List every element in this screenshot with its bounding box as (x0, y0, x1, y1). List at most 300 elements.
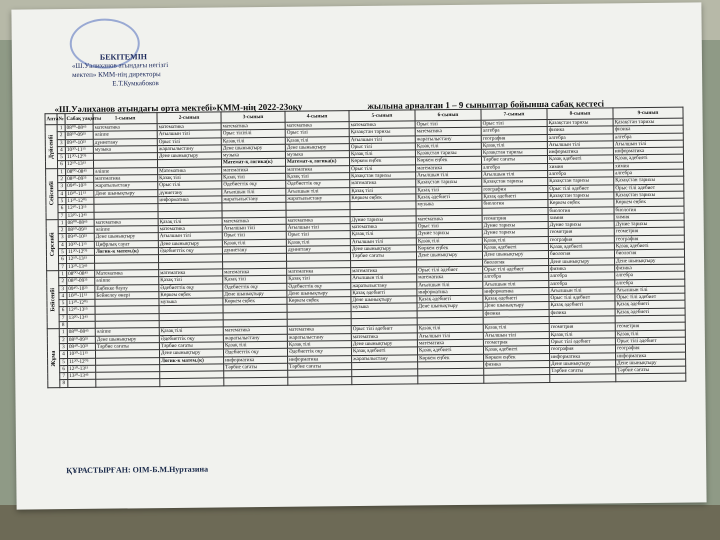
subject-cell: Қазақ тілі (158, 218, 222, 226)
subject-cell: математика (159, 269, 223, 277)
lesson-number: 3 (59, 285, 67, 292)
lesson-time: 08⁵⁰-09³⁵ (65, 132, 93, 140)
approval-block (72, 52, 169, 89)
subject-cell: математика (158, 225, 222, 233)
subject-cell: Қазақстан тарихы (350, 172, 416, 180)
subject-cell: жаратылыстану (351, 281, 417, 289)
subject-cell: Дене шынықтыру (157, 152, 221, 160)
header-grade-9: 9-сынып (613, 107, 683, 119)
lesson-time: 11²⁰-12⁰⁵ (65, 153, 93, 161)
lesson-number: 5 (58, 198, 66, 205)
lesson-time: 09⁴⁰-10²⁵ (66, 183, 94, 191)
subject-cell: Математ-қ логика(к) (221, 159, 285, 167)
subject-cell: Қазақ әдебиеті (417, 346, 483, 354)
subject-cell: Орыс тілітілі (221, 130, 285, 138)
subject-cell: дүниетану (93, 138, 157, 146)
lesson-number: 3 (58, 183, 66, 190)
subject-cell: Қазақ тілі (159, 276, 223, 284)
subject-cell: информатика (288, 355, 352, 363)
lesson-time: 13²⁰-13⁴⁵ (67, 263, 95, 271)
lesson-time: 10³⁰-11¹⁵ (65, 146, 93, 154)
subject-cell: Қазақ тілі (221, 137, 285, 145)
lesson-number: 3 (59, 343, 67, 350)
subject-cell: Қазақ әдебиеті (482, 244, 548, 252)
lesson-time: 10³⁰-11¹⁵ (67, 350, 95, 358)
subject-cell: Ағылшын тілі (222, 188, 286, 196)
subject-cell: жаратылыстану (286, 195, 350, 203)
header-grade-7: 7-сынып (481, 109, 547, 121)
subject-cell: Дүние тарихы (350, 216, 416, 224)
subject-cell: жаратылыстану (222, 195, 286, 203)
subject-cell: география (482, 185, 548, 193)
subject-cell: Қазақ тілі (417, 325, 483, 333)
lesson-time: 12¹⁰-13¹⁵ (65, 161, 93, 169)
subject-cell: Қазақ әдебиеті (351, 289, 417, 297)
subject-cell: алгебра (614, 169, 684, 177)
subject-cell: Дене шынықтыру (416, 252, 482, 260)
header-grade-4: 4-сынып (285, 111, 349, 123)
lesson-number: 4 (59, 292, 67, 299)
subject-cell: Әдебиеттік оқу (287, 348, 351, 356)
subject-cell: Қазақ тілі (223, 341, 287, 349)
lesson-number: 2 (57, 132, 65, 139)
subject-cell: Дене шынықтыру (94, 233, 158, 241)
lesson-time: 11²⁰-12⁰⁵ (67, 299, 95, 307)
lesson-number: 5 (60, 358, 68, 365)
subject-cell: Қазақ тілі (158, 174, 222, 182)
day-label: Жұма (47, 329, 60, 387)
subject-cell: Қазақ тілі (481, 141, 547, 149)
subject-cell: Қазақ тілі (222, 173, 286, 181)
lesson-number: 6 (58, 256, 66, 263)
subject-cell: математика (349, 121, 415, 129)
header-grade-8: 8-сынып (547, 108, 613, 120)
lesson-time: 11²⁰-12⁰⁵ (68, 358, 96, 366)
lesson-number: 4 (58, 190, 66, 197)
subject-cell: Ағылшын тілі (615, 286, 685, 294)
subject-cell: математика (223, 327, 287, 335)
lesson-number: 2 (59, 278, 67, 285)
subject-cell: алгебра (549, 272, 615, 280)
subject-cell: Дене шынықтыру (285, 143, 349, 151)
subject-cell: Қазақ тілі (349, 150, 415, 158)
approval-line: мектеп» КММ-нің директоры (72, 70, 161, 79)
day-label: Дүйсенбі (45, 125, 57, 169)
subject-cell: Ағылшын тілі (351, 274, 417, 282)
subject-cell: әліппе (95, 277, 159, 285)
subject-cell: Көркем еңбек (416, 244, 482, 252)
subject-cell: алгебра (547, 133, 613, 141)
subject-cell: физика (547, 126, 613, 134)
subject-cell: Көркем еңбек (548, 199, 614, 207)
subject-cell: математика (350, 179, 416, 187)
lesson-time: 10³⁰-11¹⁵ (67, 292, 95, 300)
subject-cell: Көркем еңбек (484, 353, 550, 361)
subject-cell: математика (93, 124, 157, 132)
subject-cell: Қазақ тілі (416, 186, 482, 194)
subject-cell: Қазақ тілі (159, 327, 223, 335)
subject-cell (484, 375, 550, 383)
schedule-title-right: жылына арналған 1 – 9 сыныптар бойынша сабақ кестесі (367, 98, 605, 111)
subject-cell: математика (286, 216, 350, 224)
subject-cell: Қазақ әдебиеті (417, 295, 483, 303)
subject-cell: информатика (483, 287, 549, 295)
subject-cell: музыка (93, 145, 157, 153)
subject-cell: Ағылшын тілі (482, 171, 548, 179)
subject-cell: Еңбекке баулу (95, 284, 159, 292)
subject-cell: математика (417, 273, 483, 281)
subject-cell: Қазақ әдебиеті (547, 155, 613, 163)
subject-cell: информатика (417, 288, 483, 296)
subject-cell: математика (415, 128, 481, 136)
subject-cell: Қазақ тілі (285, 136, 349, 144)
subject-cell: физика (615, 264, 685, 272)
subject-cell: физика (613, 125, 683, 133)
lesson-time: 08⁵⁰-09³⁵ (66, 226, 94, 234)
compiled-by: ҚҰРАСТЫРҒАН: ОІМ-Б.М.Нуртазина (66, 464, 209, 476)
subject-cell: биология (614, 206, 684, 214)
lesson-time: 09⁴⁰-10²⁵ (66, 234, 94, 242)
lesson-time (68, 380, 96, 388)
subject-cell: әліппе (94, 226, 158, 234)
subject-cell: Көркем еңбек (159, 291, 223, 299)
lesson-time: 08⁰⁰-08⁴⁵ (67, 329, 95, 337)
lesson-time: 08⁰⁰-08⁴⁵ (66, 219, 94, 227)
lesson-time: 08⁵⁰-09³⁵ (66, 175, 94, 183)
header-grade-1: 1-сынып (93, 113, 157, 125)
lesson-time: 08⁰⁰-08⁴⁵ (65, 124, 93, 132)
lesson-time: 10³⁰-11¹⁵ (66, 241, 94, 249)
subject-cell: алгебра (615, 271, 685, 279)
subject-cell: Тәрбие сағаты (95, 343, 159, 351)
subject-cell: алгебра (481, 127, 547, 135)
subject-cell: Дене шынықтыру (221, 144, 285, 152)
subject-cell: алгебра (613, 133, 683, 141)
subject-cell: география (614, 235, 684, 243)
subject-cell: Әдебиеттік оқу (287, 282, 351, 290)
subject-cell: математика (221, 122, 285, 130)
lesson-time: 11²⁰-12⁰⁵ (66, 197, 94, 205)
subject-cell: геометрия (482, 214, 548, 222)
subject-cell: алгебра (482, 163, 548, 171)
subject-cell: Әдебиеттік оқу (223, 348, 287, 356)
subject-cell: Дүние тарихы (482, 222, 548, 230)
lesson-time: 12¹⁰-13¹⁵ (67, 307, 95, 315)
subject-cell: Қазақ тілі (482, 236, 548, 244)
subject-cell: география (615, 344, 685, 352)
subject-cell: Көркем еңбек (614, 198, 684, 206)
lesson-time: 09⁴⁰-10²⁵ (67, 343, 95, 351)
lesson-time: 13²⁰-13⁴⁵ (66, 212, 94, 220)
subject-cell: геометрия (615, 322, 685, 330)
subject-cell: Қазақ әдебиеті (482, 192, 548, 200)
subject-cell: Орыс тілі (481, 120, 547, 128)
subject-cell: химия (548, 163, 614, 171)
subject-cell: Әдебиеттік оқу (159, 283, 223, 291)
subject-cell: жаратылыстану (352, 354, 418, 362)
subject-cell: Орыс тілі (158, 181, 222, 189)
lesson-time: 13²⁰-13⁴⁵ (67, 314, 95, 322)
subject-cell: математика (285, 122, 349, 130)
subject-cell: Қазақстан тарихы (614, 191, 684, 199)
subject-cell: Ағылшын тілі (613, 140, 683, 148)
subject-cell: информатика (550, 352, 616, 360)
subject-cell: Орыс тілі әдебиет (483, 265, 549, 273)
subject-cell: Дене шынықтыру (223, 290, 287, 298)
header-num: № (57, 114, 65, 125)
subject-cell: Ағылшын тілі (416, 171, 482, 179)
lesson-number: 6 (57, 161, 65, 168)
subject-cell (352, 376, 418, 384)
subject-cell: музыка (159, 298, 223, 306)
day-label: Бейсенбі (47, 271, 60, 329)
schedule-table (44, 107, 686, 388)
subject-cell: алгебра (483, 273, 549, 281)
lesson-number: 2 (59, 336, 67, 343)
subject-cell: Тәрбие сағаты (616, 366, 686, 374)
subject-cell: дүниетану (286, 246, 350, 254)
schedule-sheet (11, 2, 706, 509)
lesson-number: 5 (58, 249, 66, 256)
subject-cell: математика (416, 215, 482, 223)
subject-cell: Тәрбие сағаты (550, 367, 616, 375)
subject-cell: Логик-к матем.(к) (94, 248, 158, 256)
subject-cell: Ағылшын тілі (483, 331, 549, 339)
subject-cell: Ағылшын тілі (222, 224, 286, 232)
subject-cell: Қазақ әдебиеті (613, 155, 683, 163)
subject-cell: математика (287, 268, 351, 276)
schedule-title-left: «Ш.Уәлиханов атындағы орта мектебі»КММ-нің 2022-23оқу (54, 101, 303, 115)
subject-cell: музыка (221, 151, 285, 159)
subject-cell: Тәрбие сағаты (481, 156, 547, 164)
subject-cell: информатика (616, 352, 686, 360)
subject-cell: музыка (285, 151, 349, 159)
subject-cell: Әдебиеттік оқу (223, 283, 287, 291)
subject-cell: жаратылыстану (94, 182, 158, 190)
subject-cell: Дене шынықтыру (159, 349, 223, 357)
header-time: Сабақ уақыты (65, 113, 93, 124)
lesson-number: 5 (57, 154, 65, 161)
lesson-number: 8 (60, 380, 68, 387)
subject-cell: Көркем еңбек (349, 157, 415, 165)
subject-cell (550, 374, 616, 382)
subject-cell: Дене шынықтыру (94, 189, 158, 197)
subject-cell: геометрия (549, 323, 615, 331)
subject-cell: Қазақ тілі (483, 324, 549, 332)
lesson-number: 1 (59, 270, 67, 277)
lesson-number: 7 (59, 314, 67, 321)
subject-cell: математика (351, 333, 417, 341)
subject-cell: математика (351, 267, 417, 275)
subject-cell: математика (222, 217, 286, 225)
subject-cell: биология (483, 258, 549, 266)
subject-cell: Тәрбие сағаты (350, 252, 416, 260)
subject-cell: Қазақстан тарихы (548, 192, 614, 200)
subject-cell: математика (287, 326, 351, 334)
subject-cell: Математ-қ логика(к) (285, 158, 349, 166)
subject-cell: әліппе (95, 328, 159, 336)
subject-cell: Ағылшын тілі (286, 187, 350, 195)
subject-cell: Ағылшын тілі (158, 232, 222, 240)
subject-cell: Дене шынықтыру (351, 296, 417, 304)
lesson-number: 2 (58, 176, 66, 183)
subject-cell: Дене шынықтыру (616, 359, 686, 367)
subject-cell: Цифрлық сауат (94, 240, 158, 248)
lesson-number: 7 (58, 212, 66, 219)
subject-cell: Орыс тілі әдебиет (614, 184, 684, 192)
subject-cell: Көркем еңбек (350, 194, 416, 202)
subject-cell: Қазақ тілі (286, 238, 350, 246)
subject-cell: информатика (613, 147, 683, 155)
subject-cell: география (548, 236, 614, 244)
subject-cell: Қазақстан тарихы (481, 149, 547, 157)
subject-cell: математика (286, 165, 350, 173)
lesson-number: 5 (59, 300, 67, 307)
subject-cell: Орыс тілі (416, 222, 482, 230)
lesson-number: 4 (57, 146, 65, 153)
subject-cell: Қазақстан тарихы (547, 119, 613, 127)
lesson-number: 4 (58, 241, 66, 248)
subject-cell: Дене шынықтыру (351, 340, 417, 348)
subject-cell: Дене шынықтыру (549, 257, 615, 265)
subject-cell: математика (416, 164, 482, 172)
subject-cell: Тәрбие сағаты (224, 363, 288, 371)
lesson-number: 1 (57, 125, 65, 132)
subject-cell: геометрия (614, 228, 684, 236)
lesson-number: 7 (60, 373, 68, 380)
subject-cell: жаратылыстану (157, 145, 221, 153)
subject-cell: Қазақ тілі (222, 239, 286, 247)
subject-cell: Қазақ тілі (223, 275, 287, 283)
subject-cell: Қазақ әдебиеті (548, 243, 614, 251)
subject-cell: Ағылшын тілі (350, 238, 416, 246)
subject-cell: биология (548, 250, 614, 258)
lesson-time: 08⁵⁰-09³⁵ (67, 278, 95, 286)
lesson-number: 3 (57, 139, 65, 146)
subject-cell (288, 377, 352, 385)
subject-cell: география (481, 134, 547, 142)
subject-cell: Дене шынықтыру (483, 302, 549, 310)
lesson-number: 4 (59, 351, 67, 358)
subject-cell: Қазақстан тарихы (613, 118, 683, 126)
subject-cell: Орыс тілі әдебиет (417, 266, 483, 274)
subject-cell: Қазақ әдебиеті (351, 347, 417, 355)
subject-cell: Әдебиеттік оқу (159, 335, 223, 343)
subject-cell (160, 378, 224, 386)
subject-cell: химия (614, 162, 684, 170)
header-grade-6: 6-сынып (415, 109, 481, 121)
subject-cell: физика (549, 265, 615, 273)
lesson-time: 13²⁰-13⁴⁵ (68, 372, 96, 380)
lesson-time: 08⁵⁰-09³⁵ (67, 336, 95, 344)
lesson-number: 6 (59, 307, 67, 314)
lesson-number: 3 (58, 234, 66, 241)
header-grade-3: 3-сынып (221, 111, 285, 123)
subject-cell: Математика (95, 270, 159, 278)
subject-cell: Ағылшын тілі (549, 287, 615, 295)
subject-cell: Тәрбие сағаты (159, 342, 223, 350)
lesson-number: 1 (58, 168, 66, 175)
subject-cell: биология (614, 249, 684, 257)
lesson-number: 6 (58, 205, 66, 212)
lesson-number: 1 (58, 219, 66, 226)
subject-cell: Ағылшын тілі (417, 281, 483, 289)
subject-cell: Қазақ тілі (416, 237, 482, 245)
lesson-time: 12¹⁰-13¹⁵ (66, 205, 94, 213)
subject-cell: Орыс тілі (350, 165, 416, 173)
subject-cell: Дене шынықтыру (350, 245, 416, 253)
subject-cell: математика (157, 123, 221, 131)
subject-cell: Ағылшын тілі (483, 280, 549, 288)
subject-cell: геометрия (548, 228, 614, 236)
subject-cell: математика (94, 218, 158, 226)
lesson-number: 6 (60, 365, 68, 372)
subject-cell: Дене шынықтыру (158, 240, 222, 248)
subject-cell: биология (548, 206, 614, 214)
day-label: Сейсенбі (46, 168, 59, 219)
subject-cell: математика (94, 175, 158, 183)
subject-cell: жаратылыстану (223, 334, 287, 342)
subject-cell: Қазақ тілі (287, 275, 351, 283)
lesson-time: 11²⁰-12⁰⁵ (66, 248, 94, 256)
subject-cell: физика (484, 360, 550, 368)
subject-cell: физика (483, 309, 549, 317)
subject-cell (418, 376, 484, 384)
header-grade-2: 2-сынып (157, 112, 221, 124)
subject-cell: Дүние тарихы (482, 229, 548, 237)
approval-line: Е.Т.Кумкабоков (112, 79, 159, 88)
subject-cell: дүниетану (222, 246, 286, 254)
subject-cell: дүниетану (158, 189, 222, 197)
subject-cell: Қазақ әдебиеті (615, 308, 685, 316)
subject-cell: Ағылшын тілі (547, 141, 613, 149)
subject-cell: Ағылшын тілі (349, 135, 415, 143)
subject-cell: Орыс тілі (286, 231, 350, 239)
subject-cell: Қазақ тілі (549, 330, 615, 338)
subject-cell: Қазақ тілі (615, 330, 685, 338)
subject-cell: Қазақ тілі (415, 142, 481, 150)
subject-cell: Қазақ тілі (286, 173, 350, 181)
subject-cell: Орыс тілі (415, 120, 481, 128)
subject-cell: Орыс тілі әдебиет (615, 293, 685, 301)
subject-cell: математика (222, 166, 286, 174)
lesson-number: 2 (58, 227, 66, 234)
subject-cell: Дене шынықтыру (95, 335, 159, 343)
subject-cell: география (549, 345, 615, 353)
subject-cell: Қазақ тілі (350, 187, 416, 195)
subject-cell: Қазақ әдебиеті (615, 301, 685, 309)
subject-cell: Қазақстан тарихы (415, 149, 481, 157)
subject-cell: химия (548, 214, 614, 222)
subject-cell: музыка (351, 303, 417, 311)
subject-cell: Қазақ әдебиеті (483, 295, 549, 303)
background-table (0, 505, 720, 540)
subject-cell: Қазақ әдебиеті (416, 193, 482, 201)
subject-cell: Ағылшын тілі (286, 224, 350, 232)
subject-cell: Орыс тілі әдебиет (615, 337, 685, 345)
subject-cell: музыка (416, 200, 482, 208)
subject-cell: алгебра (549, 279, 615, 287)
subject-cell: Дүние тарихы (548, 221, 614, 229)
lesson-time: 12¹⁰-13¹⁵ (66, 256, 94, 264)
subject-cell: информатика (547, 148, 613, 156)
lesson-number: 7 (59, 263, 67, 270)
subject-cell: Ағылшын тілі (417, 332, 483, 340)
subject-cell: химия (614, 213, 684, 221)
subject-cell: әліппе (94, 167, 158, 175)
subject-cell: Қазақ тілі (350, 230, 416, 238)
subject-cell: жаратылыстану (415, 135, 481, 143)
